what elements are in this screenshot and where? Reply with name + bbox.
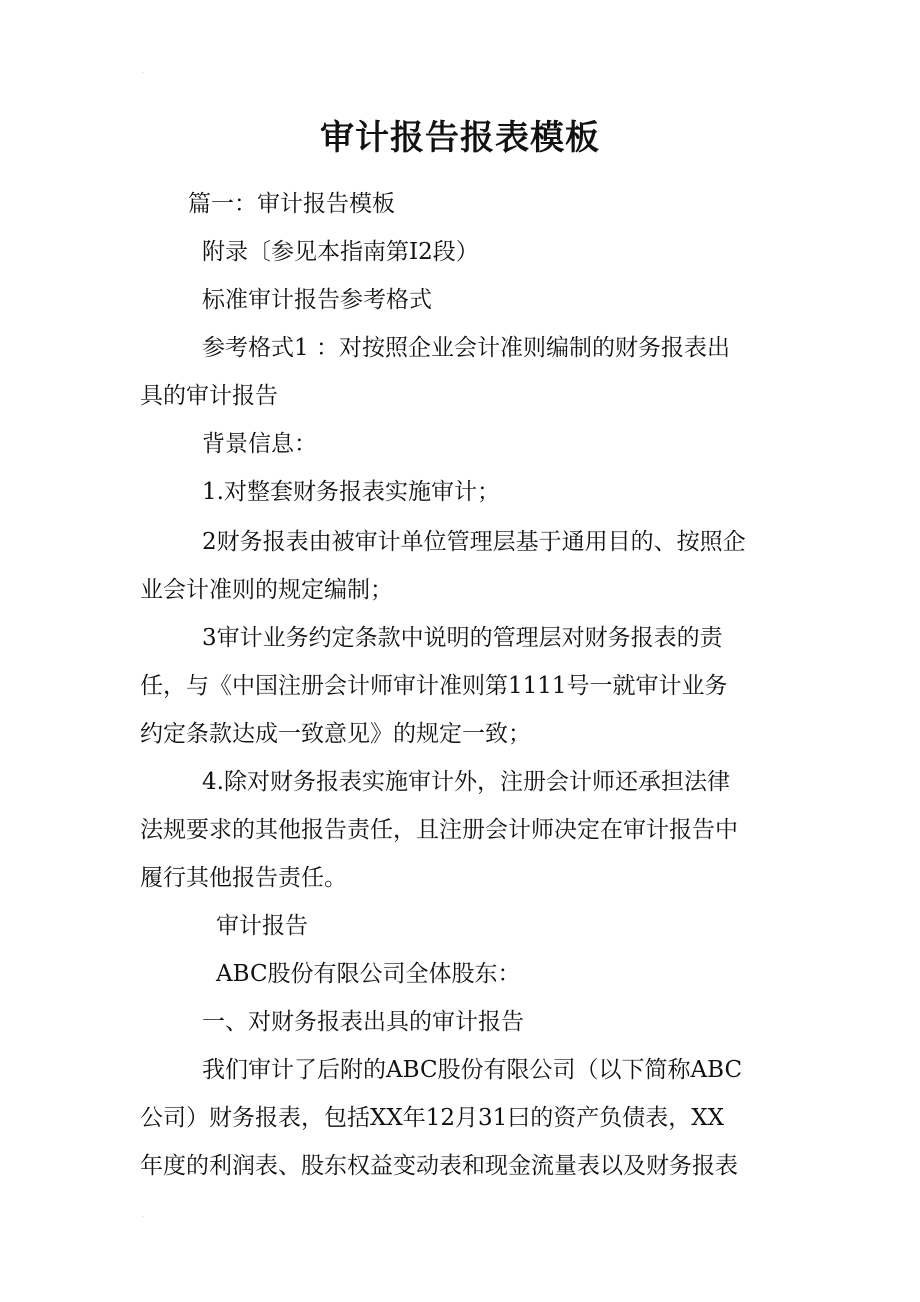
background-item-2-line-1: 2财务报表由被审计单位管理层基于通用目的、按照企 <box>202 529 746 555</box>
background-heading: 背景信息： <box>202 431 317 457</box>
format-1-line-2: 具的审计报告 <box>140 383 278 409</box>
background-item-4-line-1: 4.除对财务报表实施审计外，注册会计师还承担法律 <box>202 769 730 795</box>
background-item-4-line-3: 履行其他报告责任。 <box>140 865 347 891</box>
background-item-1: 1.对整套财务报表实施审计； <box>202 479 500 505</box>
background-item-3-line-1: 3审计业务约定条款中说明的管理层对财务报表的责 <box>202 625 723 651</box>
section-heading: 篇一：审计报告模板 <box>188 191 395 217</box>
format-1-line-1: 参考格式1 ：对按照企业会计准则编制的财务报表出 <box>202 335 730 361</box>
report-paragraph-line-1: 我们审计了后附的ABC股份有限公司（以下简称ABC <box>202 1057 743 1083</box>
background-item-2-line-2: 业会计准则的规定编制； <box>140 577 393 603</box>
report-section-1-heading: 一、对财务报表出具的审计报告 <box>202 1009 524 1035</box>
page-corner-mark: . <box>142 66 145 75</box>
page-corner-mark-bottom: . <box>142 1210 145 1219</box>
background-item-4-line-2: 法规要求的其他报告责任，且注册会计师决定在审计报告中 <box>140 817 738 843</box>
report-paragraph-line-2: 公司）财务报表，包括XX年12月31曰的资产负债表，XX <box>140 1105 725 1131</box>
format-heading: 标准审计报告参考格式 <box>202 287 432 313</box>
page-title: 审计报告报表模板 <box>320 118 600 158</box>
report-paragraph-line-3: 年度的利润表、股东权益变动表和现金流量表以及财务报表 <box>140 1153 738 1179</box>
background-item-3-line-2: 任，与《中国注册会计师审计准则第1111号一就审计业务 <box>140 673 728 699</box>
background-item-3-line-3: 约定条款达成一致意见》的规定一致； <box>140 721 531 747</box>
report-addressee: ABC股份有限公司全体股东： <box>216 961 521 987</box>
report-heading: 审计报告 <box>216 913 308 939</box>
appendix-note: 附录〔参见本指南第I2段） <box>202 239 479 265</box>
